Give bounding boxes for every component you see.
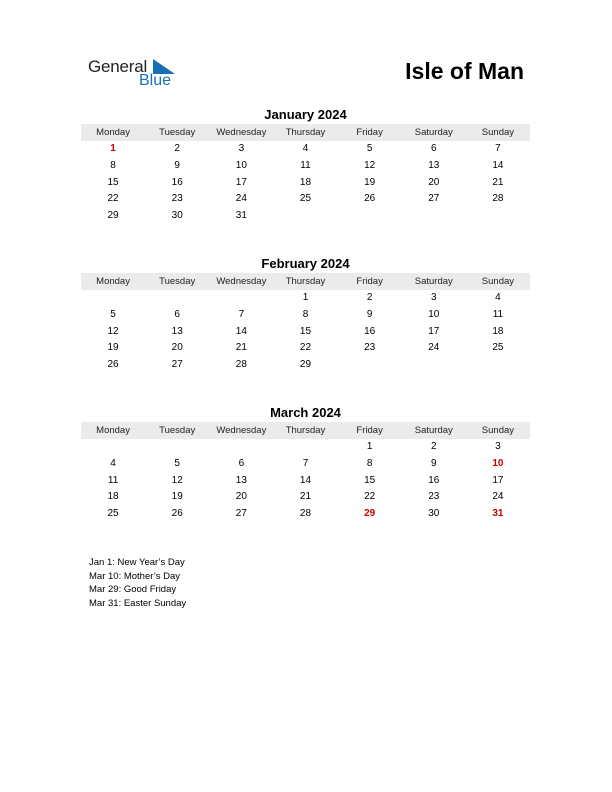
day-cell: 23 [364,342,376,354]
week-row [81,439,530,456]
week-row [81,506,530,523]
day-cell: 5 [366,143,373,154]
weekday-header-row [81,124,530,141]
day-cell: 22 [299,342,312,354]
week-row [81,489,530,506]
day-cell: 3 [495,441,501,452]
day-cell: 3 [430,292,437,303]
day-cell [81,439,145,456]
day-cell: 28 [492,193,504,205]
day-cell: 28 [235,359,247,371]
weekday-header: Monday [96,276,130,287]
day-cell: 24 [492,491,504,503]
day-cell: 22 [107,193,119,205]
week-row [81,158,530,175]
week-row [81,324,530,341]
day-cell: 25 [107,508,119,520]
weekday-header: Sunday [481,127,515,138]
day-cell: 28 [299,508,312,520]
day-cell: 9 [430,457,437,469]
day-cell [209,290,273,307]
month-title: February 2024 [261,256,350,271]
day-cell: 5 [174,457,180,469]
holiday-note: Mar 29: Good Friday [89,584,177,596]
day-cell: 7 [302,457,309,469]
week-row [81,456,530,473]
day-cell: 2 [430,441,437,452]
day-cell: 24 [428,342,440,354]
weekday-header: Saturday [414,127,453,138]
day-cell: 27 [235,508,247,520]
logo-word-general: General [88,57,148,76]
day-cell: 15 [299,325,312,337]
day-cell: 29 [364,508,376,520]
day-cell: 13 [428,159,440,171]
day-cell: 29 [107,210,119,222]
day-cell: 30 [171,210,183,222]
weekday-header: Friday [356,425,383,436]
day-cell: 15 [107,176,119,188]
day-cell: 22 [364,491,376,503]
weekday-header: Tuesday [159,425,196,436]
day-cell: 21 [235,342,247,354]
month-calendar [81,405,530,523]
day-cell: 16 [171,176,183,188]
week-row [81,175,530,192]
weekday-header: Tuesday [159,127,196,138]
day-cell: 17 [428,325,440,337]
day-cell [273,208,337,225]
day-cell: 14 [299,474,312,486]
holiday-note: Mar 10: Mother’s Day [89,570,180,582]
day-cell: 2 [366,292,373,303]
day-cell: 3 [238,143,245,154]
day-cell: 19 [364,176,376,188]
day-cell: 10 [235,159,247,171]
day-cell: 11 [107,474,119,486]
day-cell: 7 [238,308,245,320]
day-cell: 25 [299,193,312,205]
country-title: Isle of Man [405,58,524,84]
weekday-header: Saturday [414,276,453,287]
day-cell [466,357,530,374]
day-cell: 5 [110,308,116,320]
day-cell: 23 [428,491,440,503]
weekday-header: Sunday [481,276,515,287]
day-cell: 31 [235,210,247,222]
month-calendar [81,256,530,374]
day-cell: 18 [492,325,504,337]
weekday-header: Monday [96,127,130,138]
day-cell [402,357,466,374]
day-cell [338,208,402,225]
day-cell: 9 [174,159,180,171]
day-cell: 18 [299,176,312,188]
day-cell: 19 [107,342,119,354]
weekday-header: Wednesday [216,276,267,287]
week-row [81,357,530,374]
day-cell: 11 [492,308,504,320]
day-cell: 6 [430,143,437,154]
weekday-header: Monday [96,425,130,436]
holiday-note: Mar 31: Easter Sunday [89,597,187,609]
month-calendar [81,107,530,225]
day-cell: 16 [428,474,440,486]
day-cell: 26 [171,508,183,520]
day-cell [81,290,145,307]
day-cell: 10 [428,308,440,320]
day-cell: 14 [492,159,504,171]
day-cell: 20 [428,176,440,188]
day-cell: 1 [366,441,373,452]
day-cell: 25 [492,342,504,354]
day-cell: 12 [364,159,376,171]
day-cell: 26 [107,359,119,371]
day-cell [145,290,209,307]
day-cell: 15 [364,474,376,486]
day-cell: 17 [492,474,504,486]
day-cell: 1 [110,143,116,154]
day-cell: 4 [110,457,116,469]
day-cell [145,439,209,456]
day-cell [466,208,530,225]
day-cell: 20 [171,342,183,354]
day-cell: 24 [235,193,247,205]
weekday-header: Saturday [414,425,453,436]
day-cell: 13 [171,325,183,337]
weekday-header: Friday [356,127,383,138]
week-row [81,141,530,158]
day-cell: 7 [495,143,501,154]
week-row [81,340,530,357]
weekday-header: Wednesday [216,127,267,138]
day-cell: 8 [366,457,373,469]
day-cell: 4 [302,143,309,154]
day-cell: 20 [235,491,247,503]
day-cell: 9 [366,308,373,320]
week-row [81,307,530,324]
week-row [81,290,530,307]
weekday-header: Friday [356,276,383,287]
day-cell: 4 [495,292,501,303]
day-cell: 12 [171,474,183,486]
holiday-note: Jan 1: New Year’s Day [89,557,185,568]
day-cell: 21 [299,491,312,503]
day-cell: 17 [235,176,247,188]
day-cell: 12 [107,325,119,337]
day-cell: 14 [235,325,247,337]
day-cell: 13 [235,474,247,486]
day-cell: 19 [171,491,183,503]
weekday-header: Wednesday [216,425,267,436]
month-title: March 2024 [270,405,341,420]
week-row [81,208,530,225]
weekday-header-row [81,422,530,439]
day-cell: 21 [492,176,504,188]
holiday-notes [89,556,186,610]
weekday-header: Tuesday [159,276,196,287]
logo-word-blue: Blue [139,72,172,89]
week-row [81,473,530,490]
day-cell: 1 [302,292,309,303]
month-title: January 2024 [264,107,347,122]
day-cell: 27 [171,359,183,371]
weekday-header: Thursday [285,276,326,287]
day-cell: 10 [492,457,504,469]
day-cell [209,439,273,456]
weekday-header: Thursday [285,127,326,138]
weekday-header: Thursday [285,425,326,436]
generalblue-logo [88,57,188,91]
day-cell: 8 [302,308,309,320]
day-cell: 16 [364,325,376,337]
day-cell: 11 [300,159,311,171]
day-cell: 18 [107,491,119,503]
day-cell: 6 [174,308,180,320]
day-cell: 2 [174,143,180,154]
day-cell [338,357,402,374]
day-cell: 23 [171,193,183,205]
day-cell [402,208,466,225]
day-cell: 6 [238,457,245,469]
day-cell: 31 [492,508,504,520]
day-cell: 8 [110,159,116,171]
day-cell [273,439,337,456]
day-cell: 29 [299,359,312,371]
day-cell: 26 [364,193,376,205]
weekday-header: Sunday [481,425,515,436]
week-row [81,191,530,208]
day-cell: 27 [428,193,440,205]
day-cell: 30 [428,508,440,520]
weekday-header-row [81,273,530,290]
